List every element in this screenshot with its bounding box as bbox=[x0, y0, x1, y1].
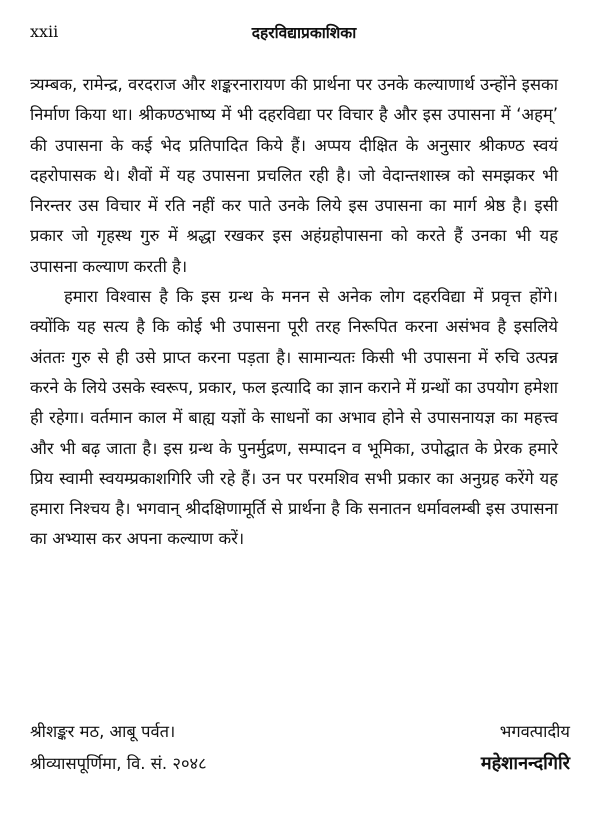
signature-author bbox=[481, 716, 570, 780]
signature-name: महेशानन्दगिरि bbox=[480, 753, 570, 774]
body-text bbox=[30, 70, 558, 555]
signature-place-date bbox=[30, 716, 207, 780]
signature-honorific: भगवत्पादीय bbox=[499, 722, 570, 741]
signature-date: श्रीव्यासपूर्णिमा, वि. सं. २०४८ bbox=[30, 754, 207, 773]
paragraph: त्र्यम्बक, रामेन्द्र, वरदराज और शङ्करनारायण की प्रार्थना पर उनके कल्याणार्थ उन्होंने इसका निर्माण किया था। श्रीकण्ठभाष्य में भी दहरविद्या पर विचार है और इस उपासना में ‘अहम्’ की उपासना के कई भेद प्रतिपादित किये हैं। अप्पय दीक्षित के अनुसार श्रीकण्ठ स्वयं दहरोपासक थे। शैवों में यह उपासना प्रचलित रही है। जो वेदान्तशास्त्र को समझकर भी निरन्तर उस विचार में रति नहीं कर पाते उनके लिये इस उपासना का मार्ग श्रेष्ठ है। इसी प्रकार जो गृहस्थ गुरु में श्रद्धा रखकर इस अहंग्रहोपासना को करते हैं उनका भी यह उपासना कल्याण करती है। bbox=[30, 75, 558, 276]
running-title: दहरविद्याप्रकाशिका bbox=[251, 24, 357, 42]
paragraph: हमारा विश्वास है कि इस ग्रन्थ के मनन से अनेक लोग दहरविद्या में प्रवृत्त होंगे। क्योंकि यह सत्य है कि कोई भी उपासना पूरी तरह निरूपित करना असंभव है इसलिये अंततः गुरु से ही उसे प्राप्त करना पड़ता है। सामान्यतः किसी भी उपासना में रुचि उत्पन्न करने के लिये उसके स्वरूप, प्रकार, फल इत्यादि का ज्ञान कराने में ग्रन्थों का उपयोग हमेशा ही रहेगा। वर्तमान काल में बाह्य यज्ञों के साधनों का अभाव होने से उपासनायज्ञ का महत्त्व और भी बढ़ जाता है। इस ग्रन्थ के पुनर्मुद्रण, सम्पादन व भूमिका, उपोद्घात के प्रेरक हमारे प्रिय स्वामी स्वयम्प्रकाशगिरि जी रहे हैं। उन पर परमशिव सभी प्रकार का अनुग्रह करेंगे यह हमारा निश्चय है। भगवान् श्रीदक्षिणामूर्ति से प्रार्थना है कि सनातन धर्मावलम्बी इस उपासना का अभ्यास कर अपना कल्याण करें। bbox=[30, 287, 558, 549]
page-header bbox=[30, 22, 578, 46]
signature-place: श्रीशङ्कर मठ, आबू पर्वत। bbox=[30, 722, 176, 741]
page-number: xxii bbox=[30, 22, 59, 41]
